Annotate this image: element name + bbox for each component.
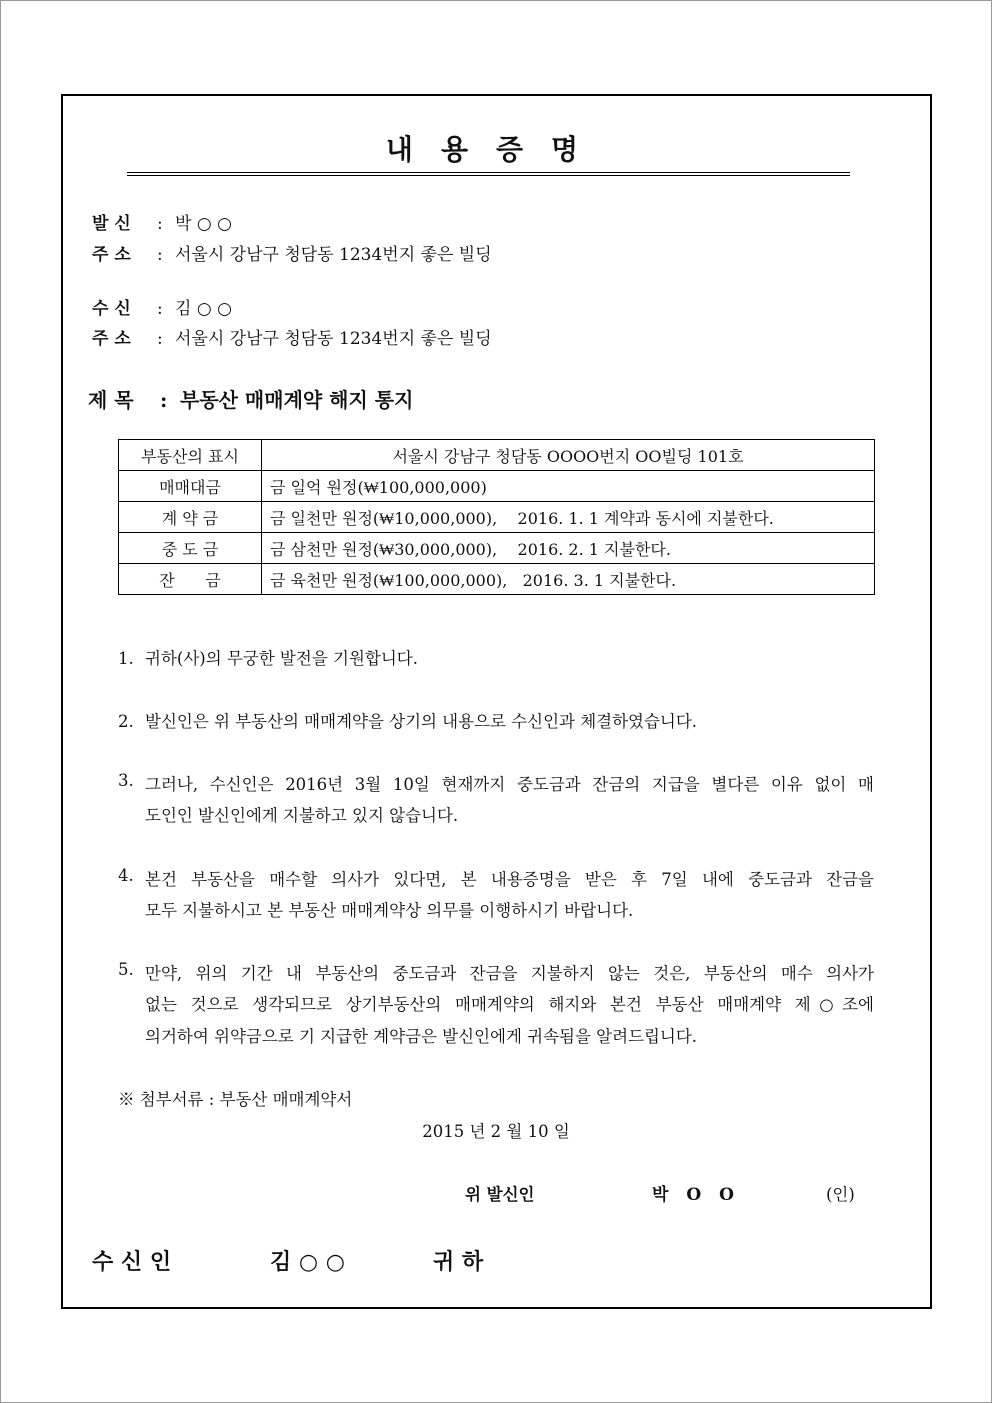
item-text: 만약, 위의 기간 내 부동산의 중도금과 잔금을 지불하지 않는 것은, 부동산의 매수 의사가 — [145, 964, 874, 983]
table-row — [119, 440, 875, 471]
sender-address-label: 주 소 — [92, 245, 131, 265]
item-text-continued: 의거하여 위약금으로 기 지급한 계약금은 발신인에게 귀속됨을 알려드립니다. — [145, 1027, 698, 1046]
table-value: 금 일억 원정(₩100,000,000) — [262, 471, 875, 502]
seal-mark: (인) — [826, 1185, 855, 1204]
document-title: 내용증명 — [385, 133, 607, 166]
table-label: 부동산의 표시 — [119, 440, 262, 471]
subject-label: 제 목 — [88, 388, 134, 412]
table-value: 금 육천만 원정(₩100,000,000), 2016. 3. 1 지불한다. — [262, 564, 875, 595]
table-row — [119, 471, 875, 502]
table-label: 계 약 금 — [119, 502, 262, 533]
table-label: 중 도 금 — [119, 533, 262, 564]
item-number: 5. — [118, 960, 134, 979]
sender-address: 서울시 강남구 청담동 1234번지 좋은 빌딩 — [175, 245, 492, 265]
table-row — [119, 502, 875, 533]
item-number: 2. — [118, 712, 134, 731]
receiver-label: 수 신 — [92, 299, 131, 319]
list-item — [118, 866, 874, 890]
table-row — [119, 564, 875, 595]
sender-row: 발 신 : 박 ○ ○ — [92, 209, 232, 234]
list-item — [118, 645, 874, 669]
sender-address-row: 주 소 : 서울시 강남구 청담동 1234번지 좋은 빌딩 — [92, 240, 492, 265]
subject-row: 제 목 : 부동산 매매계약 해지 통지 — [88, 384, 413, 413]
table-value: 금 일천만 원정(₩10,000,000), 2016. 1. 1 계약과 동시에 지불한다. — [262, 502, 875, 533]
receiver-address-row: 주 소 : 서울시 강남구 청담동 1234번지 좋은 빌딩 — [92, 324, 492, 349]
signature-name: 박 O O — [652, 1185, 740, 1205]
list-item — [118, 960, 874, 984]
receiver-address: 서울시 강남구 청담동 1234번지 좋은 빌딩 — [175, 329, 492, 349]
item-text: 발신인은 위 부동산의 매매계약을 상기의 내용으로 수신인과 체결하였습니다. — [145, 712, 698, 731]
recipient-footer-honorific: 귀 하 — [433, 1249, 484, 1275]
item-text: 귀하(사)의 무궁한 발전을 기원합니다. — [145, 649, 418, 668]
recipient-footer-name: 김 ○ ○ — [270, 1249, 345, 1275]
receiver-row: 수 신 : 김 ○ ○ — [92, 294, 232, 319]
document-date: 2015 년 2 월 10 일 — [422, 1122, 570, 1141]
table-value: 서울시 강남구 청담동 OOOO번지 OO빌딩 101호 — [262, 440, 875, 471]
sender-label: 발 신 — [92, 214, 131, 234]
receiver-name: 김 ○ ○ — [175, 299, 232, 319]
list-item — [118, 708, 874, 732]
receiver-address-label: 주 소 — [92, 329, 131, 349]
title-double-underline — [127, 172, 850, 176]
list-item — [118, 771, 874, 795]
item-text-continued: 모두 지불하시고 본 부동산 매매계약상 의무를 이행하시기 바랍니다. — [145, 901, 634, 920]
table-row — [119, 533, 875, 564]
signature-label: 위 발신인 — [465, 1185, 535, 1204]
item-number: 1. — [118, 649, 134, 668]
item-text: 본건 부동산을 매수할 의사가 있다면, 본 내용증명을 받은 후 7일 내에 중도금과 잔금을 — [145, 870, 874, 889]
item-text-continued: 도인인 발신인에게 지불하고 있지 않습니다. — [145, 806, 459, 825]
item-number: 4. — [118, 866, 134, 885]
table-value: 금 삼천만 원정(₩30,000,000), 2016. 2. 1 지불한다. — [262, 533, 875, 564]
table-label: 매매대금 — [119, 471, 262, 502]
item-number: 3. — [118, 771, 134, 790]
subject-text: 부동산 매매계약 해지 통지 — [180, 388, 414, 412]
recipient-footer-label: 수 신 인 — [92, 1249, 172, 1275]
item-text-continued: 없는 것으로 생각되므로 상기부동산의 매매계약의 해지와 본건 부동산 매매계약 제○조에 — [145, 995, 874, 1014]
property-table — [118, 439, 875, 595]
sender-name: 박 ○ ○ — [175, 214, 232, 234]
item-text: 그러나, 수신인은 2016년 3월 10일 현재까지 중도금과 잔금의 지급을 별다른 이유 없이 매 — [145, 775, 874, 794]
table-label: 잔 금 — [119, 564, 262, 595]
attachment-note: ※ 첨부서류 : 부동산 매매계약서 — [118, 1090, 353, 1109]
